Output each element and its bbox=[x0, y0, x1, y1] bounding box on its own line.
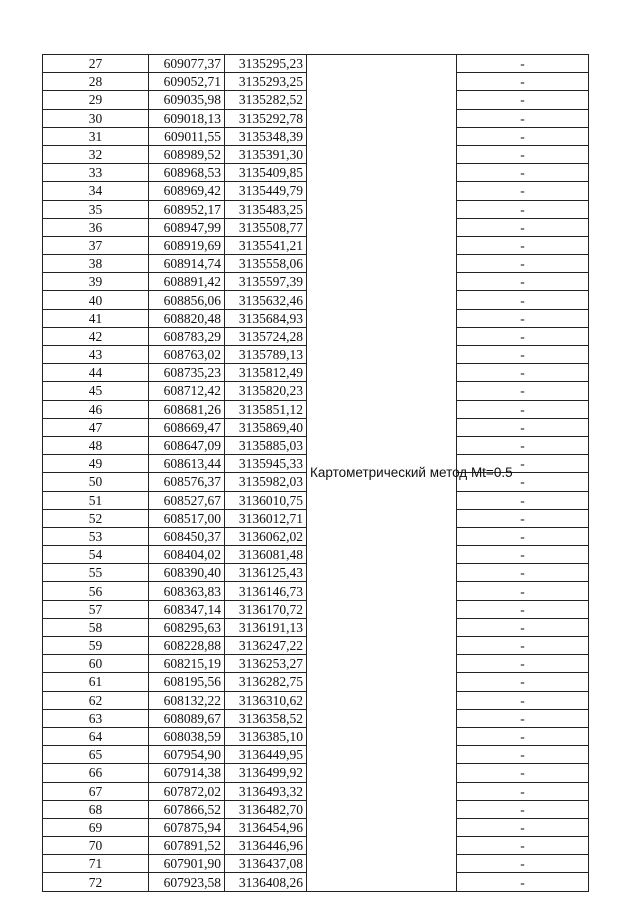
point-number-cell: 68 bbox=[43, 800, 149, 818]
x-coordinate-cell: 608347,14 bbox=[149, 600, 225, 618]
note-cell: - bbox=[457, 564, 589, 582]
x-coordinate-cell: 609018,13 bbox=[149, 109, 225, 127]
x-coordinate-cell: 607866,52 bbox=[149, 800, 225, 818]
x-coordinate-cell: 608914,74 bbox=[149, 255, 225, 273]
x-coordinate-cell: 608215,19 bbox=[149, 655, 225, 673]
note-cell: - bbox=[457, 637, 589, 655]
note-cell: - bbox=[457, 145, 589, 163]
y-coordinate-cell: 3135348,39 bbox=[225, 127, 307, 145]
y-coordinate-cell: 3136499,92 bbox=[225, 764, 307, 782]
point-number-cell: 41 bbox=[43, 309, 149, 327]
y-coordinate-cell: 3135295,23 bbox=[225, 55, 307, 73]
note-cell: - bbox=[457, 255, 589, 273]
note-cell: - bbox=[457, 182, 589, 200]
y-coordinate-cell: 3136385,10 bbox=[225, 727, 307, 745]
note-cell: - bbox=[457, 418, 589, 436]
note-cell: - bbox=[457, 473, 589, 491]
point-number-cell: 54 bbox=[43, 546, 149, 564]
x-coordinate-cell: 608735,23 bbox=[149, 364, 225, 382]
x-coordinate-cell: 608647,09 bbox=[149, 436, 225, 454]
y-coordinate-cell: 3135869,40 bbox=[225, 418, 307, 436]
point-number-cell: 50 bbox=[43, 473, 149, 491]
y-coordinate-cell: 3136482,70 bbox=[225, 800, 307, 818]
x-coordinate-cell: 607954,90 bbox=[149, 746, 225, 764]
point-number-cell: 71 bbox=[43, 855, 149, 873]
y-coordinate-cell: 3136446,96 bbox=[225, 837, 307, 855]
note-cell: - bbox=[457, 73, 589, 91]
point-number-cell: 61 bbox=[43, 673, 149, 691]
y-coordinate-cell: 3136493,32 bbox=[225, 782, 307, 800]
y-coordinate-cell: 3136062,02 bbox=[225, 527, 307, 545]
point-number-cell: 62 bbox=[43, 691, 149, 709]
point-number-cell: 63 bbox=[43, 709, 149, 727]
x-coordinate-cell: 608952,17 bbox=[149, 200, 225, 218]
note-cell: - bbox=[457, 291, 589, 309]
note-cell: - bbox=[457, 582, 589, 600]
y-coordinate-cell: 3135789,13 bbox=[225, 346, 307, 364]
x-coordinate-cell: 607923,58 bbox=[149, 873, 225, 891]
y-coordinate-cell: 3135292,78 bbox=[225, 109, 307, 127]
y-coordinate-cell: 3135724,28 bbox=[225, 327, 307, 345]
y-coordinate-cell: 3135851,12 bbox=[225, 400, 307, 418]
x-coordinate-cell: 608891,42 bbox=[149, 273, 225, 291]
note-cell: - bbox=[457, 346, 589, 364]
note-cell: - bbox=[457, 709, 589, 727]
y-coordinate-cell: 3135391,30 bbox=[225, 145, 307, 163]
point-number-cell: 49 bbox=[43, 455, 149, 473]
point-number-cell: 52 bbox=[43, 509, 149, 527]
x-coordinate-cell: 608038,59 bbox=[149, 727, 225, 745]
x-coordinate-cell: 608195,56 bbox=[149, 673, 225, 691]
y-coordinate-cell: 3135293,25 bbox=[225, 73, 307, 91]
y-coordinate-cell: 3136282,75 bbox=[225, 673, 307, 691]
x-coordinate-cell: 607875,94 bbox=[149, 818, 225, 836]
x-coordinate-cell: 608295,63 bbox=[149, 618, 225, 636]
x-coordinate-cell: 608968,53 bbox=[149, 164, 225, 182]
y-coordinate-cell: 3136012,71 bbox=[225, 509, 307, 527]
note-cell: - bbox=[457, 873, 589, 891]
determination-method-cell: Картометрический метод Mt=0.5 bbox=[307, 55, 457, 892]
note-cell: - bbox=[457, 691, 589, 709]
note-cell: - bbox=[457, 600, 589, 618]
x-coordinate-cell: 608712,42 bbox=[149, 382, 225, 400]
point-number-cell: 28 bbox=[43, 73, 149, 91]
point-number-cell: 33 bbox=[43, 164, 149, 182]
y-coordinate-cell: 3136454,96 bbox=[225, 818, 307, 836]
point-number-cell: 56 bbox=[43, 582, 149, 600]
y-coordinate-cell: 3135820,23 bbox=[225, 382, 307, 400]
note-cell: - bbox=[457, 55, 589, 73]
point-number-cell: 58 bbox=[43, 618, 149, 636]
note-cell: - bbox=[457, 618, 589, 636]
point-number-cell: 32 bbox=[43, 145, 149, 163]
y-coordinate-cell: 3136170,72 bbox=[225, 600, 307, 618]
point-number-cell: 42 bbox=[43, 327, 149, 345]
y-coordinate-cell: 3135409,85 bbox=[225, 164, 307, 182]
note-cell: - bbox=[457, 782, 589, 800]
x-coordinate-cell: 609077,37 bbox=[149, 55, 225, 73]
y-coordinate-cell: 3136146,73 bbox=[225, 582, 307, 600]
y-coordinate-cell: 3135558,06 bbox=[225, 255, 307, 273]
x-coordinate-cell: 608783,29 bbox=[149, 327, 225, 345]
point-number-cell: 46 bbox=[43, 400, 149, 418]
x-coordinate-cell: 608527,67 bbox=[149, 491, 225, 509]
point-number-cell: 27 bbox=[43, 55, 149, 73]
note-cell: - bbox=[457, 364, 589, 382]
point-number-cell: 65 bbox=[43, 746, 149, 764]
note-cell: - bbox=[457, 218, 589, 236]
note-cell: - bbox=[457, 727, 589, 745]
y-coordinate-cell: 3136358,52 bbox=[225, 709, 307, 727]
x-coordinate-cell: 608763,02 bbox=[149, 346, 225, 364]
point-number-cell: 38 bbox=[43, 255, 149, 273]
y-coordinate-cell: 3136437,08 bbox=[225, 855, 307, 873]
x-coordinate-cell: 609035,98 bbox=[149, 91, 225, 109]
note-cell: - bbox=[457, 527, 589, 545]
point-number-cell: 55 bbox=[43, 564, 149, 582]
x-coordinate-cell: 608947,99 bbox=[149, 218, 225, 236]
point-number-cell: 40 bbox=[43, 291, 149, 309]
point-number-cell: 34 bbox=[43, 182, 149, 200]
x-coordinate-cell: 608450,37 bbox=[149, 527, 225, 545]
x-coordinate-cell: 608669,47 bbox=[149, 418, 225, 436]
y-coordinate-cell: 3136247,22 bbox=[225, 637, 307, 655]
note-cell: - bbox=[457, 200, 589, 218]
note-cell: - bbox=[457, 764, 589, 782]
point-number-cell: 64 bbox=[43, 727, 149, 745]
point-number-cell: 51 bbox=[43, 491, 149, 509]
note-cell: - bbox=[457, 673, 589, 691]
point-number-cell: 43 bbox=[43, 346, 149, 364]
note-cell: - bbox=[457, 455, 589, 473]
note-cell: - bbox=[457, 655, 589, 673]
note-cell: - bbox=[457, 746, 589, 764]
point-number-cell: 60 bbox=[43, 655, 149, 673]
note-cell: - bbox=[457, 837, 589, 855]
note-cell: - bbox=[457, 800, 589, 818]
x-coordinate-cell: 608969,42 bbox=[149, 182, 225, 200]
point-number-cell: 35 bbox=[43, 200, 149, 218]
note-cell: - bbox=[457, 491, 589, 509]
x-coordinate-cell: 608132,22 bbox=[149, 691, 225, 709]
coordinates-table bbox=[42, 54, 589, 892]
y-coordinate-cell: 3135541,21 bbox=[225, 236, 307, 254]
note-cell: - bbox=[457, 400, 589, 418]
point-number-cell: 70 bbox=[43, 837, 149, 855]
y-coordinate-cell: 3135684,93 bbox=[225, 309, 307, 327]
y-coordinate-cell: 3136191,13 bbox=[225, 618, 307, 636]
note-cell: - bbox=[457, 855, 589, 873]
point-number-cell: 72 bbox=[43, 873, 149, 891]
x-coordinate-cell: 608856,06 bbox=[149, 291, 225, 309]
y-coordinate-cell: 3135945,33 bbox=[225, 455, 307, 473]
point-number-cell: 67 bbox=[43, 782, 149, 800]
note-cell: - bbox=[457, 509, 589, 527]
y-coordinate-cell: 3135812,49 bbox=[225, 364, 307, 382]
y-coordinate-cell: 3136253,27 bbox=[225, 655, 307, 673]
note-cell: - bbox=[457, 91, 589, 109]
point-number-cell: 31 bbox=[43, 127, 149, 145]
point-number-cell: 69 bbox=[43, 818, 149, 836]
y-coordinate-cell: 3136010,75 bbox=[225, 491, 307, 509]
x-coordinate-cell: 608089,67 bbox=[149, 709, 225, 727]
point-number-cell: 39 bbox=[43, 273, 149, 291]
note-cell: - bbox=[457, 436, 589, 454]
point-number-cell: 44 bbox=[43, 364, 149, 382]
x-coordinate-cell: 608681,26 bbox=[149, 400, 225, 418]
note-cell: - bbox=[457, 236, 589, 254]
x-coordinate-cell: 607914,38 bbox=[149, 764, 225, 782]
note-cell: - bbox=[457, 382, 589, 400]
y-coordinate-cell: 3136081,48 bbox=[225, 546, 307, 564]
x-coordinate-cell: 607901,90 bbox=[149, 855, 225, 873]
note-cell: - bbox=[457, 127, 589, 145]
x-coordinate-cell: 608919,69 bbox=[149, 236, 225, 254]
y-coordinate-cell: 3135597,39 bbox=[225, 273, 307, 291]
y-coordinate-cell: 3135282,52 bbox=[225, 91, 307, 109]
point-number-cell: 59 bbox=[43, 637, 149, 655]
y-coordinate-cell: 3135508,77 bbox=[225, 218, 307, 236]
x-coordinate-cell: 608517,00 bbox=[149, 509, 225, 527]
x-coordinate-cell: 608390,40 bbox=[149, 564, 225, 582]
x-coordinate-cell: 608576,37 bbox=[149, 473, 225, 491]
point-number-cell: 66 bbox=[43, 764, 149, 782]
y-coordinate-cell: 3135982,03 bbox=[225, 473, 307, 491]
x-coordinate-cell: 608228,88 bbox=[149, 637, 225, 655]
x-coordinate-cell: 609011,55 bbox=[149, 127, 225, 145]
x-coordinate-cell: 608613,44 bbox=[149, 455, 225, 473]
point-number-cell: 47 bbox=[43, 418, 149, 436]
note-cell: - bbox=[457, 309, 589, 327]
y-coordinate-cell: 3135483,25 bbox=[225, 200, 307, 218]
point-number-cell: 48 bbox=[43, 436, 149, 454]
point-number-cell: 37 bbox=[43, 236, 149, 254]
x-coordinate-cell: 608820,48 bbox=[149, 309, 225, 327]
y-coordinate-cell: 3135885,03 bbox=[225, 436, 307, 454]
x-coordinate-cell: 607872,02 bbox=[149, 782, 225, 800]
x-coordinate-cell: 608404,02 bbox=[149, 546, 225, 564]
table-row bbox=[43, 55, 589, 73]
y-coordinate-cell: 3136125,43 bbox=[225, 564, 307, 582]
note-cell: - bbox=[457, 327, 589, 345]
y-coordinate-cell: 3136408,26 bbox=[225, 873, 307, 891]
note-cell: - bbox=[457, 546, 589, 564]
point-number-cell: 57 bbox=[43, 600, 149, 618]
point-number-cell: 45 bbox=[43, 382, 149, 400]
point-number-cell: 29 bbox=[43, 91, 149, 109]
point-number-cell: 30 bbox=[43, 109, 149, 127]
y-coordinate-cell: 3135632,46 bbox=[225, 291, 307, 309]
point-number-cell: 36 bbox=[43, 218, 149, 236]
coordinates-table-body bbox=[43, 55, 589, 892]
note-cell: - bbox=[457, 109, 589, 127]
x-coordinate-cell: 609052,71 bbox=[149, 73, 225, 91]
y-coordinate-cell: 3135449,79 bbox=[225, 182, 307, 200]
note-cell: - bbox=[457, 273, 589, 291]
point-number-cell: 53 bbox=[43, 527, 149, 545]
y-coordinate-cell: 3136449,95 bbox=[225, 746, 307, 764]
note-cell: - bbox=[457, 818, 589, 836]
note-cell: - bbox=[457, 164, 589, 182]
x-coordinate-cell: 608989,52 bbox=[149, 145, 225, 163]
x-coordinate-cell: 608363,83 bbox=[149, 582, 225, 600]
x-coordinate-cell: 607891,52 bbox=[149, 837, 225, 855]
y-coordinate-cell: 3136310,62 bbox=[225, 691, 307, 709]
